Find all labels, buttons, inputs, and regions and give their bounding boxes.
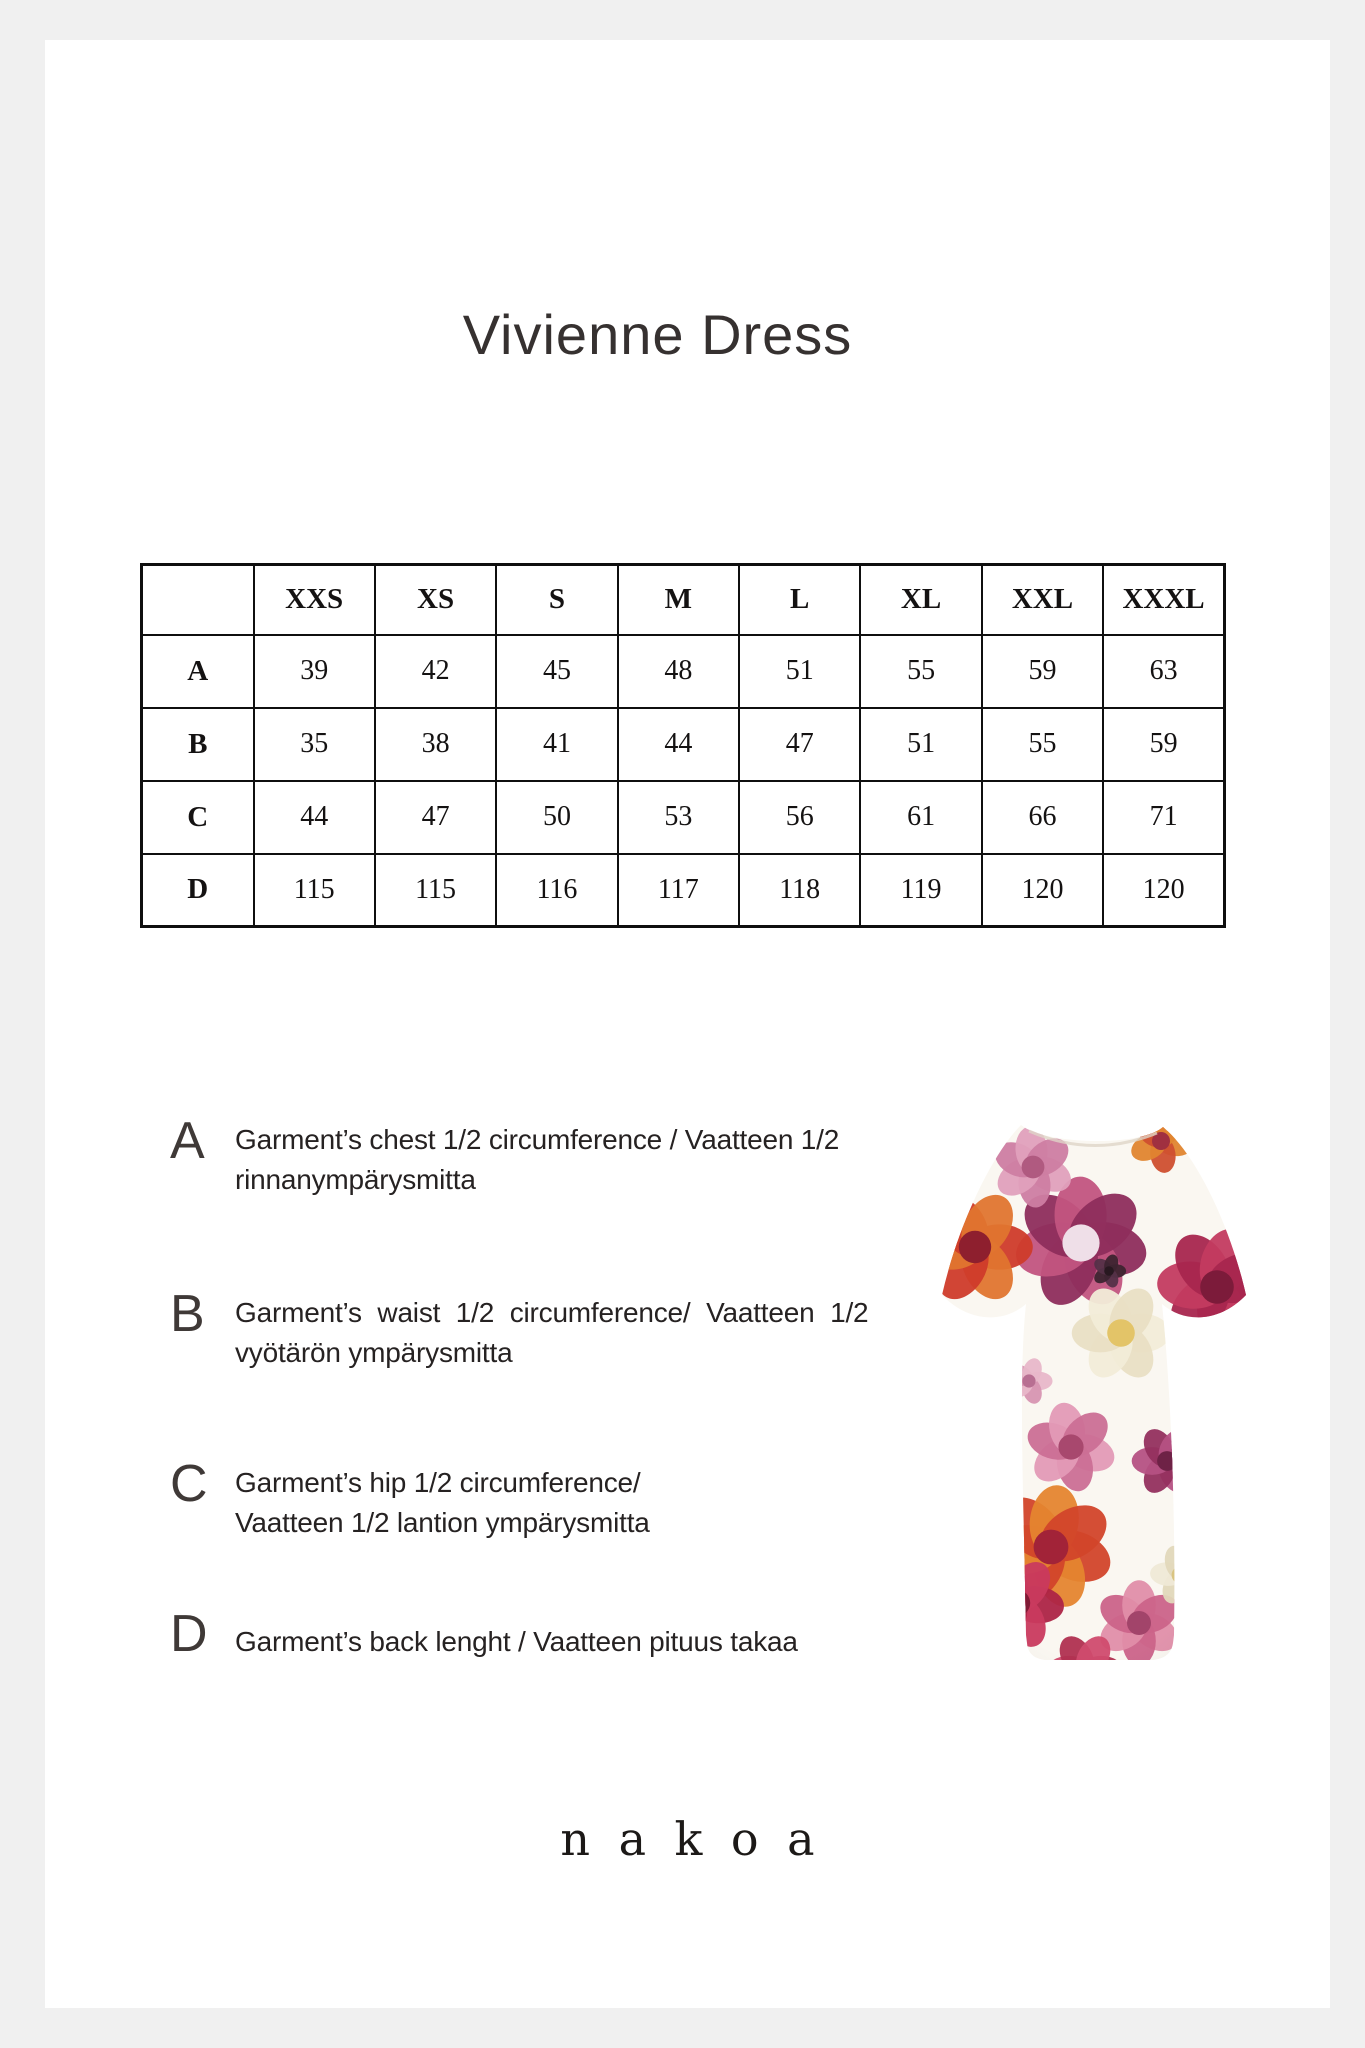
floral-dress-photo xyxy=(933,1075,1255,1675)
size-column-header: XXS xyxy=(254,565,375,635)
size-value-cell: 41 xyxy=(496,708,617,781)
table-corner-cell xyxy=(142,565,254,635)
row-label: C xyxy=(142,781,254,854)
legend-letter-d: D xyxy=(170,1605,208,1663)
size-value-cell: 55 xyxy=(860,635,981,708)
size-value-cell: 61 xyxy=(860,781,981,854)
row-label: D xyxy=(142,854,254,927)
size-value-cell: 118 xyxy=(739,854,860,927)
size-column-header: L xyxy=(739,565,860,635)
legend-description-c xyxy=(235,1463,895,1543)
size-value-cell: 35 xyxy=(254,708,375,781)
legend-letter-a: A xyxy=(170,1112,205,1170)
table-row-c xyxy=(142,781,1225,854)
legend-text-line: Garment’s hip 1/2 circumference/ xyxy=(235,1467,641,1498)
legend-letter-c: C xyxy=(170,1455,208,1513)
size-value-cell: 53 xyxy=(618,781,739,854)
size-value-cell: 44 xyxy=(254,781,375,854)
size-value-cell: 115 xyxy=(375,854,496,927)
legend-text-line: Vaatteen 1/2 lantion ympärysmitta xyxy=(235,1507,650,1538)
legend-description-b xyxy=(235,1293,895,1373)
size-column-header: XL xyxy=(860,565,981,635)
size-value-cell: 50 xyxy=(496,781,617,854)
size-value-cell: 120 xyxy=(982,854,1103,927)
size-value-cell: 39 xyxy=(254,635,375,708)
size-column-header: M xyxy=(618,565,739,635)
size-value-cell: 120 xyxy=(1103,854,1224,927)
size-chart-document xyxy=(45,40,1330,2008)
size-value-cell: 48 xyxy=(618,635,739,708)
row-label: B xyxy=(142,708,254,781)
size-column-header: XXXL xyxy=(1103,565,1224,635)
legend-text-line: Garment’s chest 1/2 circumference / Vaatteen 1/2 xyxy=(235,1124,840,1155)
size-value-cell: 51 xyxy=(860,708,981,781)
size-value-cell: 45 xyxy=(496,635,617,708)
size-column-header: XS xyxy=(375,565,496,635)
size-value-cell: 59 xyxy=(982,635,1103,708)
legend-description-d xyxy=(235,1622,895,1662)
size-value-cell: 56 xyxy=(739,781,860,854)
size-value-cell: 59 xyxy=(1103,708,1224,781)
size-value-cell: 116 xyxy=(496,854,617,927)
size-value-cell: 119 xyxy=(860,854,981,927)
row-label: A xyxy=(142,635,254,708)
size-value-cell: 71 xyxy=(1103,781,1224,854)
size-table xyxy=(140,563,1226,928)
size-value-cell: 66 xyxy=(982,781,1103,854)
size-value-cell: 117 xyxy=(618,854,739,927)
brand-logo: nakoa xyxy=(560,1812,844,1866)
legend-text-line: Garment’s waist 1/2 circumference/ Vaatteen 1/2 xyxy=(235,1297,869,1328)
page-title: Vivienne Dress xyxy=(462,303,853,366)
size-value-cell: 55 xyxy=(982,708,1103,781)
size-value-cell: 47 xyxy=(375,781,496,854)
size-value-cell: 63 xyxy=(1103,635,1224,708)
size-column-header: S xyxy=(496,565,617,635)
size-table-header-row xyxy=(142,565,1225,635)
size-value-cell: 51 xyxy=(739,635,860,708)
table-row-a xyxy=(142,635,1225,708)
table-row-b xyxy=(142,708,1225,781)
legend-description-a xyxy=(235,1120,895,1200)
size-value-cell: 38 xyxy=(375,708,496,781)
legend-text-line: Garment’s back lenght / Vaatteen pituus takaa xyxy=(235,1626,798,1657)
size-value-cell: 42 xyxy=(375,635,496,708)
legend-text-line: rinnanympärysmitta xyxy=(235,1164,476,1195)
size-value-cell: 44 xyxy=(618,708,739,781)
legend-text-line: vyötärön ympärysmitta xyxy=(235,1337,513,1368)
size-value-cell: 47 xyxy=(739,708,860,781)
size-value-cell: 115 xyxy=(254,854,375,927)
table-row-d xyxy=(142,854,1225,927)
legend-letter-b: B xyxy=(170,1285,205,1343)
size-column-header: XXL xyxy=(982,565,1103,635)
